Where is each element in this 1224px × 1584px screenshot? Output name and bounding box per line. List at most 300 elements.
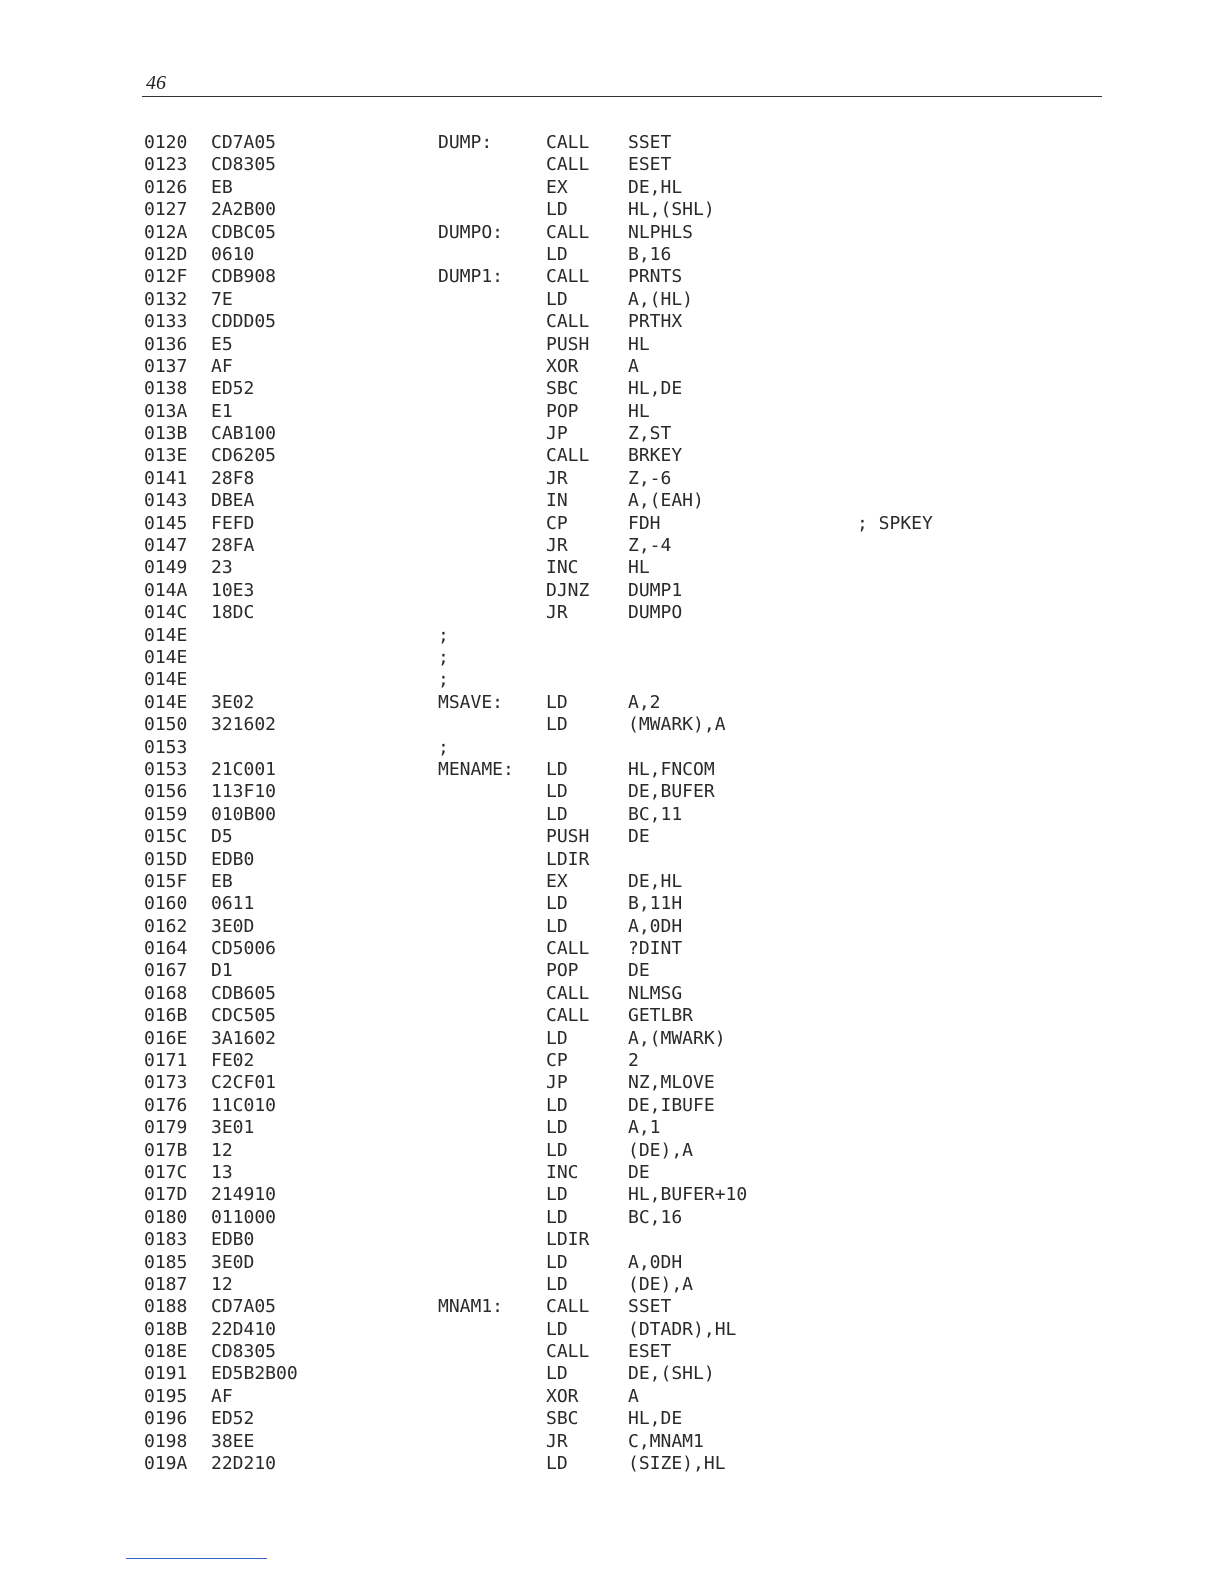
line-operand: DUMP1 <box>628 579 683 601</box>
line-addr: 014A <box>144 579 188 601</box>
line-addr: 0120 <box>144 132 188 153</box>
line-op: CALL <box>546 1005 590 1027</box>
line-label: DUMPO: <box>438 221 504 243</box>
line-addr: 0171 <box>144 1050 188 1072</box>
line-operand: NZ,MLOVE <box>628 1072 715 1094</box>
line-operand: HL,(SHL) <box>628 199 715 221</box>
line-addr: 014E <box>144 669 188 691</box>
line-code: C2CF01 <box>211 1072 277 1094</box>
line-label: MNAM1: <box>438 1296 504 1318</box>
listing-line <box>0 1408 1224 1430</box>
line-op: CALL <box>546 445 590 467</box>
line-label: DUMP: <box>438 132 493 153</box>
line-operand: NLMSG <box>628 982 683 1004</box>
line-operand: C,MNAM1 <box>628 1430 704 1452</box>
listing-line <box>0 1028 1224 1050</box>
line-op: LD <box>546 691 568 713</box>
line-op: POP <box>546 960 579 982</box>
line-operand: ESET <box>628 1341 672 1363</box>
listing-line <box>0 804 1224 826</box>
line-operand: Z,-6 <box>628 467 672 489</box>
line-addr: 0162 <box>144 915 188 937</box>
line-code: CD5006 <box>211 938 277 960</box>
line-addr: 017C <box>144 1161 188 1183</box>
line-operand: (MWARK),A <box>628 714 726 736</box>
line-code: CD7A05 <box>211 1296 277 1318</box>
line-addr: 015D <box>144 848 188 870</box>
line-op: LDIR <box>546 1229 590 1251</box>
line-code: 2A2B00 <box>211 199 277 221</box>
line-code: 7E <box>211 288 233 310</box>
listing-line <box>0 1050 1224 1072</box>
listing-line <box>0 759 1224 781</box>
line-op: LD <box>546 781 568 803</box>
listing-line <box>0 177 1224 199</box>
line-op: LD <box>546 1363 568 1385</box>
line-label: MSAVE: <box>438 691 504 713</box>
listing-line <box>0 490 1224 512</box>
listing-line <box>0 154 1224 176</box>
line-addr: 014E <box>144 624 188 646</box>
line-op: CALL <box>546 311 590 333</box>
line-addr: 019A <box>144 1453 188 1475</box>
line-operand: A,(EAH) <box>628 490 704 512</box>
line-code: 3A1602 <box>211 1027 277 1049</box>
line-operand: ESET <box>628 154 672 176</box>
listing-line <box>0 1005 1224 1027</box>
line-op: LD <box>546 758 568 780</box>
line-addr: 015F <box>144 870 188 892</box>
listing-line <box>0 580 1224 602</box>
line-op: LD <box>546 1453 568 1475</box>
line-op: INC <box>546 557 579 579</box>
line-addr: 0141 <box>144 467 188 489</box>
line-op: JR <box>546 535 568 557</box>
line-addr: 0179 <box>144 1117 188 1139</box>
line-operand: NLPHLS <box>628 221 694 243</box>
line-addr: 012A <box>144 221 188 243</box>
line-operand: PRNTS <box>628 266 683 288</box>
line-addr: 0176 <box>144 1094 188 1116</box>
line-op: JR <box>546 602 568 624</box>
line-code: D1 <box>211 960 233 982</box>
line-addr: 0164 <box>144 938 188 960</box>
line-addr: 013B <box>144 423 188 445</box>
line-op: SBC <box>546 1408 579 1430</box>
listing-line <box>0 1072 1224 1094</box>
line-operand: A,1 <box>628 1117 661 1139</box>
line-addr: 0150 <box>144 714 188 736</box>
line-operand: FDH <box>628 512 661 534</box>
listing-line <box>0 132 1224 154</box>
page-number: 46 <box>146 72 166 94</box>
line-operand: BC,16 <box>628 1206 683 1228</box>
line-code: 3E01 <box>211 1117 255 1139</box>
line-op: LD <box>546 1027 568 1049</box>
listing-line <box>0 871 1224 893</box>
line-label: ; <box>438 646 449 668</box>
line-op: LD <box>546 1139 568 1161</box>
line-code: 23 <box>211 557 233 579</box>
line-label: ; <box>438 736 449 758</box>
line-op: CALL <box>546 982 590 1004</box>
line-operand: 2 <box>628 1050 639 1072</box>
listing-line <box>0 401 1224 423</box>
line-op: CALL <box>546 154 590 176</box>
listing-line <box>0 1252 1224 1274</box>
listing-line <box>0 1341 1224 1363</box>
line-addr: 0153 <box>144 758 188 780</box>
line-op: CALL <box>546 132 590 153</box>
line-addr: 013A <box>144 400 188 422</box>
line-operand: (DE),A <box>628 1273 694 1295</box>
line-addr: 0167 <box>144 960 188 982</box>
line-addr: 0123 <box>144 154 188 176</box>
line-addr: 0137 <box>144 355 188 377</box>
line-addr: 018E <box>144 1341 188 1363</box>
listing-line <box>0 1386 1224 1408</box>
line-code: 321602 <box>211 714 277 736</box>
listing-line <box>0 1117 1224 1139</box>
line-op: DJNZ <box>546 579 590 601</box>
listing-line <box>0 311 1224 333</box>
line-op: PUSH <box>546 826 590 848</box>
line-operand: DE <box>628 1161 650 1183</box>
line-addr: 0191 <box>144 1363 188 1385</box>
header-rule <box>142 96 1102 97</box>
line-addr: 014C <box>144 602 188 624</box>
listing-line <box>0 826 1224 848</box>
footer-rule <box>126 1558 267 1559</box>
listing-line <box>0 1431 1224 1453</box>
line-code: EDB0 <box>211 1229 255 1251</box>
line-code: 3E0D <box>211 1251 255 1273</box>
line-code: ED5B2B00 <box>211 1363 298 1385</box>
line-code: CD7A05 <box>211 132 277 153</box>
listing-line <box>0 1207 1224 1229</box>
listing-line <box>0 445 1224 467</box>
line-op: XOR <box>546 1385 579 1407</box>
line-label: DUMP1: <box>438 266 504 288</box>
line-code: AF <box>211 355 233 377</box>
line-operand: DE,HL <box>628 870 683 892</box>
line-operand: ?DINT <box>628 938 683 960</box>
line-operand: A,2 <box>628 691 661 713</box>
line-code: EDB0 <box>211 848 255 870</box>
line-operand: HL <box>628 400 650 422</box>
line-code: 011000 <box>211 1206 277 1228</box>
listing-line <box>0 938 1224 960</box>
line-operand: (DTADR),HL <box>628 1318 737 1340</box>
line-operand: DE,HL <box>628 176 683 198</box>
line-comment: ; SPKEY <box>857 512 933 534</box>
line-op: LD <box>546 1318 568 1340</box>
line-addr: 0145 <box>144 512 188 534</box>
line-operand: HL,DE <box>628 1408 683 1430</box>
line-operand: PRTHX <box>628 311 683 333</box>
line-op: LD <box>546 714 568 736</box>
line-operand: GETLBR <box>628 1005 694 1027</box>
line-op: JR <box>546 467 568 489</box>
line-addr: 0173 <box>144 1072 188 1094</box>
line-operand: DUMPO <box>628 602 683 624</box>
line-addr: 0156 <box>144 781 188 803</box>
line-addr: 0198 <box>144 1430 188 1452</box>
listing-line <box>0 1296 1224 1318</box>
line-op: LD <box>546 1273 568 1295</box>
line-code: CDB908 <box>211 266 277 288</box>
line-op: LD <box>546 243 568 265</box>
line-code: CDB605 <box>211 982 277 1004</box>
line-code: ED52 <box>211 378 255 400</box>
line-addr: 014E <box>144 646 188 668</box>
line-code: 38EE <box>211 1430 255 1452</box>
listing-line <box>0 1162 1224 1184</box>
listing-line <box>0 1140 1224 1162</box>
line-code: CD8305 <box>211 154 277 176</box>
listing-line <box>0 557 1224 579</box>
line-addr: 012D <box>144 243 188 265</box>
line-op: LD <box>546 199 568 221</box>
listing-line <box>0 1319 1224 1341</box>
line-operand: Z,-4 <box>628 535 672 557</box>
line-op: LD <box>546 803 568 825</box>
line-code: 113F10 <box>211 781 277 803</box>
line-addr: 017D <box>144 1184 188 1206</box>
line-addr: 012F <box>144 266 188 288</box>
line-code: CAB100 <box>211 423 277 445</box>
listing-line <box>0 222 1224 244</box>
line-operand: HL,BUFER+10 <box>628 1184 748 1206</box>
line-op: LD <box>546 1206 568 1228</box>
line-op: INC <box>546 1161 579 1183</box>
assembly-listing <box>0 132 1224 1475</box>
line-operand: DE <box>628 826 650 848</box>
line-code: 22D210 <box>211 1453 277 1475</box>
listing-line <box>0 983 1224 1005</box>
line-code: 10E3 <box>211 579 255 601</box>
line-op: LD <box>546 915 568 937</box>
line-addr: 0147 <box>144 535 188 557</box>
listing-line <box>0 669 1224 691</box>
line-op: CP <box>546 1050 568 1072</box>
line-code: 0611 <box>211 893 255 915</box>
line-addr: 0185 <box>144 1251 188 1273</box>
line-operand: HL <box>628 557 650 579</box>
line-operand: BRKEY <box>628 445 683 467</box>
line-addr: 0195 <box>144 1385 188 1407</box>
listing-line <box>0 714 1224 736</box>
line-addr: 0180 <box>144 1206 188 1228</box>
line-operand: HL <box>628 333 650 355</box>
listing-line <box>0 468 1224 490</box>
line-op: LD <box>546 1094 568 1116</box>
line-code: E1 <box>211 400 233 422</box>
listing-line <box>0 960 1224 982</box>
line-operand: A,0DH <box>628 915 683 937</box>
line-op: JP <box>546 1072 568 1094</box>
line-op: CALL <box>546 1341 590 1363</box>
line-operand: A,(HL) <box>628 288 694 310</box>
line-code: 3E02 <box>211 691 255 713</box>
line-op: CP <box>546 512 568 534</box>
listing-line <box>0 781 1224 803</box>
listing-line <box>0 737 1224 759</box>
line-addr: 0168 <box>144 982 188 1004</box>
listing-line <box>0 513 1224 535</box>
line-operand: BC,11 <box>628 803 683 825</box>
line-code: DBEA <box>211 490 255 512</box>
line-op: XOR <box>546 355 579 377</box>
listing-line <box>0 266 1224 288</box>
line-code: ED52 <box>211 1408 255 1430</box>
listing-line <box>0 1229 1224 1251</box>
line-operand: B,11H <box>628 893 683 915</box>
line-label: ; <box>438 669 449 691</box>
line-addr: 016E <box>144 1027 188 1049</box>
line-addr: 0183 <box>144 1229 188 1251</box>
listing-line <box>0 289 1224 311</box>
line-addr: 0160 <box>144 893 188 915</box>
line-code: EB <box>211 176 233 198</box>
line-addr: 0127 <box>144 199 188 221</box>
listing-line <box>0 1274 1224 1296</box>
line-code: 214910 <box>211 1184 277 1206</box>
listing-line <box>0 625 1224 647</box>
line-op: LD <box>546 1251 568 1273</box>
listing-line <box>0 356 1224 378</box>
line-code: CD8305 <box>211 1341 277 1363</box>
line-code: CDC505 <box>211 1005 277 1027</box>
line-operand: (SIZE),HL <box>628 1453 726 1475</box>
line-addr: 0149 <box>144 557 188 579</box>
line-operand: B,16 <box>628 243 672 265</box>
listing-line <box>0 334 1224 356</box>
line-operand: HL,DE <box>628 378 683 400</box>
line-addr: 0138 <box>144 378 188 400</box>
line-addr: 0136 <box>144 333 188 355</box>
line-op: POP <box>546 400 579 422</box>
listing-line <box>0 916 1224 938</box>
line-operand: Z,ST <box>628 423 672 445</box>
line-operand: A,(MWARK) <box>628 1027 726 1049</box>
line-op: IN <box>546 490 568 512</box>
listing-line <box>0 893 1224 915</box>
line-op: SBC <box>546 378 579 400</box>
line-addr: 0126 <box>144 176 188 198</box>
line-code: D5 <box>211 826 233 848</box>
listing-line <box>0 1453 1224 1475</box>
line-addr: 0132 <box>144 288 188 310</box>
line-code: 0610 <box>211 243 255 265</box>
listing-line <box>0 849 1224 871</box>
line-code: E5 <box>211 333 233 355</box>
listing-line <box>0 244 1224 266</box>
line-operand: SSET <box>628 132 672 153</box>
line-label: ; <box>438 624 449 646</box>
line-code: CD6205 <box>211 445 277 467</box>
line-operand: DE,IBUFE <box>628 1094 715 1116</box>
line-code: AF <box>211 1385 233 1407</box>
line-code: FE02 <box>211 1050 255 1072</box>
line-code: EB <box>211 870 233 892</box>
line-code: 11C010 <box>211 1094 277 1116</box>
line-operand: A <box>628 355 639 377</box>
line-addr: 014E <box>144 691 188 713</box>
line-code: 3E0D <box>211 915 255 937</box>
line-op: LD <box>546 893 568 915</box>
line-operand: (DE),A <box>628 1139 694 1161</box>
line-op: LDIR <box>546 848 590 870</box>
line-code: 12 <box>211 1273 233 1295</box>
line-code: 12 <box>211 1139 233 1161</box>
line-addr: 017B <box>144 1139 188 1161</box>
line-addr: 0143 <box>144 490 188 512</box>
line-op: PUSH <box>546 333 590 355</box>
listing-line <box>0 602 1224 624</box>
line-code: 21C001 <box>211 758 277 780</box>
listing-line <box>0 1363 1224 1385</box>
line-operand: A,0DH <box>628 1251 683 1273</box>
line-code: 18DC <box>211 602 255 624</box>
line-operand: DE,BUFER <box>628 781 715 803</box>
line-operand: HL,FNCOM <box>628 758 715 780</box>
line-op: JP <box>546 423 568 445</box>
listing-line <box>0 692 1224 714</box>
listing-line <box>0 1095 1224 1117</box>
listing-line <box>0 535 1224 557</box>
line-addr: 016B <box>144 1005 188 1027</box>
listing-line <box>0 423 1224 445</box>
line-op: CALL <box>546 221 590 243</box>
line-addr: 0187 <box>144 1273 188 1295</box>
line-op: CALL <box>546 1296 590 1318</box>
line-op: CALL <box>546 266 590 288</box>
line-op: LD <box>546 1184 568 1206</box>
line-operand: A <box>628 1385 639 1407</box>
line-code: 010B00 <box>211 803 277 825</box>
line-code: 13 <box>211 1161 233 1183</box>
line-op: LD <box>546 288 568 310</box>
line-addr: 0188 <box>144 1296 188 1318</box>
line-code: 22D410 <box>211 1318 277 1340</box>
listing-line <box>0 647 1224 669</box>
line-op: LD <box>546 1117 568 1139</box>
line-addr: 015C <box>144 826 188 848</box>
line-op: EX <box>546 870 568 892</box>
line-operand: SSET <box>628 1296 672 1318</box>
line-op: EX <box>546 176 568 198</box>
line-code: 28FA <box>211 535 255 557</box>
line-code: CDDD05 <box>211 311 277 333</box>
line-code: FEFD <box>211 512 255 534</box>
line-addr: 0133 <box>144 311 188 333</box>
line-operand: DE,(SHL) <box>628 1363 715 1385</box>
line-addr: 0196 <box>144 1408 188 1430</box>
listing-line <box>0 1184 1224 1206</box>
listing-line <box>0 199 1224 221</box>
line-code: CDBC05 <box>211 221 277 243</box>
line-op: CALL <box>546 938 590 960</box>
line-label: MENAME: <box>438 758 514 780</box>
line-op: JR <box>546 1430 568 1452</box>
listing-line <box>0 378 1224 400</box>
line-addr: 0159 <box>144 803 188 825</box>
line-addr: 013E <box>144 445 188 467</box>
line-code: 28F8 <box>211 467 255 489</box>
line-addr: 018B <box>144 1318 188 1340</box>
line-operand: DE <box>628 960 650 982</box>
